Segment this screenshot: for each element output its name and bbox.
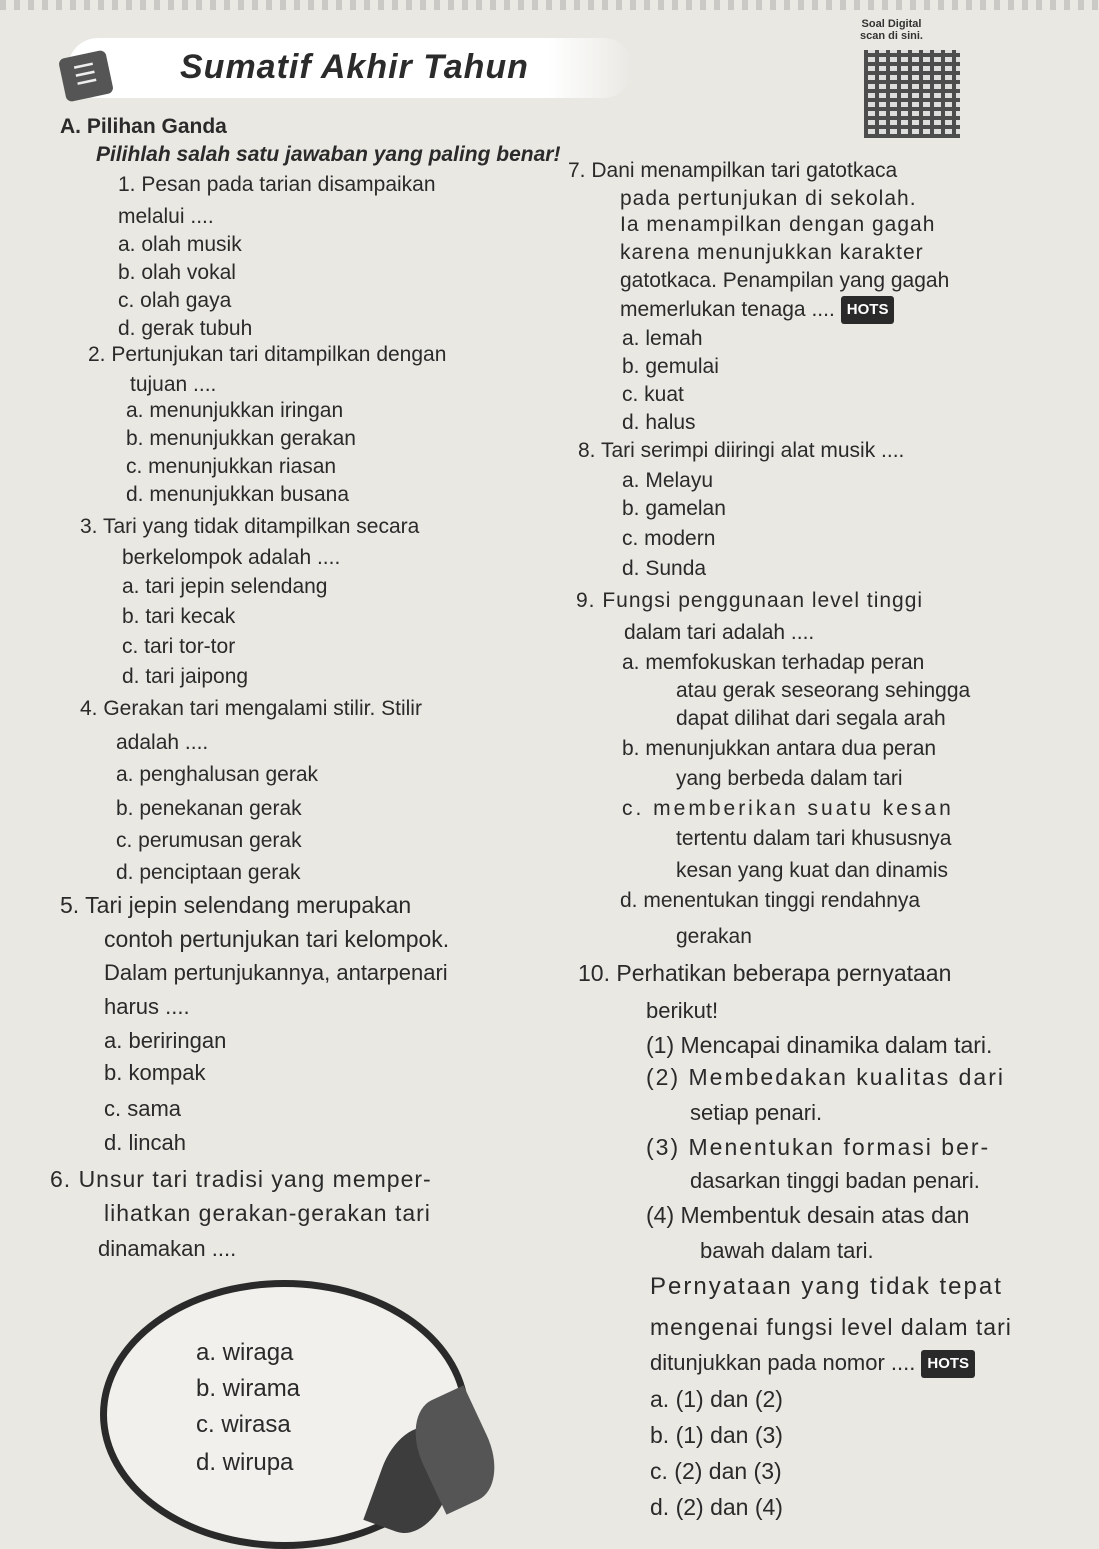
right-line: (4) Membentuk desain atas dan: [646, 1202, 970, 1228]
section-heading: A. Pilihan Ganda: [60, 115, 227, 138]
right-line: ditunjukkan pada nomor .... HOTS: [650, 1350, 975, 1378]
left-line: a. tari jepin selendang: [122, 575, 328, 598]
right-line: Pernyataan yang tidak tepat: [650, 1273, 1003, 1300]
left-line: a. olah musik: [118, 233, 242, 256]
left-line: c. tari tor-tor: [122, 635, 236, 658]
left-line: a. menunjukkan iringan: [126, 399, 344, 422]
right-line: karena menunjukkan karakter: [620, 241, 924, 264]
q6-option: d. wirupa: [196, 1449, 294, 1476]
left-line: 2. Pertunjukan tari ditampilkan dengan: [88, 343, 447, 366]
hots-badge: HOTS: [921, 1350, 975, 1378]
right-line: setiap penari.: [690, 1100, 823, 1125]
right-line: c. kuat: [622, 383, 684, 406]
q6-option: b. wirama: [196, 1375, 301, 1402]
left-line: tujuan ....: [130, 373, 217, 396]
right-line: a. (1) dan (2): [650, 1386, 783, 1412]
right-line: (1) Mencapai dinamika dalam tari.: [646, 1032, 993, 1058]
right-line: pada pertunjukan di sekolah.: [620, 187, 917, 210]
left-line: c. sama: [104, 1096, 182, 1121]
right-line: berikut!: [646, 998, 719, 1023]
left-line: 1. Pesan pada tarian disampaikan: [118, 173, 436, 196]
left-line: d. gerak tubuh: [118, 317, 253, 340]
left-line: 5. Tari jepin selendang merupakan: [60, 892, 412, 918]
right-line: bawah dalam tari.: [700, 1238, 874, 1263]
left-line: d. penciptaan gerak: [116, 861, 301, 884]
right-line: tertentu dalam tari khususnya: [676, 827, 952, 850]
right-line: c. modern: [622, 527, 716, 550]
left-line: c. menunjukkan riasan: [126, 455, 337, 478]
right-line: c. memberikan suatu kesan: [622, 797, 954, 820]
left-line: b. menunjukkan gerakan: [126, 427, 356, 450]
right-line: 7. Dani menampilkan tari gatotkaca: [568, 159, 898, 182]
left-line: d. tari jaipong: [122, 665, 249, 688]
left-line: 3. Tari yang tidak ditampilkan secara: [80, 515, 420, 538]
left-line: b. kompak: [104, 1060, 206, 1085]
page-title: Sumatif Akhir Tahun: [180, 48, 529, 86]
left-line: 6. Unsur tari tradisi yang memper-: [50, 1166, 432, 1192]
right-line: 9. Fungsi penggunaan level tinggi: [576, 589, 924, 612]
right-line: b. gamelan: [622, 497, 726, 520]
right-line: b. (1) dan (3): [650, 1422, 783, 1448]
right-line: 10. Perhatikan beberapa pernyataan: [578, 960, 952, 986]
right-line: gatotkaca. Penampilan yang gagah: [620, 269, 950, 292]
q6-option: c. wirasa: [196, 1411, 291, 1438]
right-line: dalam tari adalah ....: [624, 621, 815, 644]
right-line: a. Melayu: [622, 469, 714, 492]
left-line: d. lincah: [104, 1130, 186, 1155]
right-line: gerakan: [676, 925, 752, 948]
left-line: 4. Gerakan tari mengalami stilir. Stilir: [80, 697, 422, 720]
left-line: dinamakan ....: [98, 1236, 237, 1261]
left-line: melalui ....: [118, 205, 214, 228]
right-line: a. lemah: [622, 327, 703, 350]
right-line: d. halus: [622, 411, 696, 434]
left-line: b. tari kecak: [122, 605, 236, 628]
top-border-dots: [0, 0, 1099, 10]
left-line: c. olah gaya: [118, 289, 232, 312]
right-line: atau gerak seseorang sehingga: [676, 679, 971, 702]
qr-code-icon[interactable]: [864, 50, 960, 138]
left-line: b. olah vokal: [118, 261, 236, 284]
left-line: Dalam pertunjukannya, antarpenari: [104, 960, 448, 985]
right-line: d. menentukan tinggi rendahnya: [620, 889, 921, 912]
left-line: lihatkan gerakan-gerakan tari: [104, 1200, 431, 1226]
qr-label: Soal Digital scan di sini.: [860, 18, 923, 42]
left-line: a. beriringan: [104, 1028, 227, 1053]
right-line: b. menunjukkan antara dua peran: [622, 737, 937, 760]
right-line: b. gemulai: [622, 355, 719, 378]
left-line: c. perumusan gerak: [116, 829, 302, 852]
right-line: memerlukan tenaga .... HOTS: [620, 296, 894, 324]
right-line: Ia menampilkan dengan gagah: [620, 213, 936, 236]
right-line: a. memfokuskan terhadap peran: [622, 651, 925, 674]
right-line: kesan yang kuat dan dinamis: [676, 859, 949, 882]
hots-badge: HOTS: [841, 296, 895, 324]
right-line: d. Sunda: [622, 557, 707, 580]
left-line: b. penekanan gerak: [116, 797, 302, 820]
book-icon: ☰: [58, 49, 114, 102]
right-line: dasarkan tinggi badan penari.: [690, 1168, 980, 1193]
q6-option: a. wiraga: [196, 1339, 294, 1366]
left-line: contoh pertunjukan tari kelompok.: [104, 926, 450, 952]
right-line: dapat dilihat dari segala arah: [676, 707, 946, 730]
right-line: (3) Menentukan formasi ber-: [646, 1134, 991, 1160]
right-line: yang berbeda dalam tari: [676, 767, 903, 790]
instruction: Pilihlah salah satu jawaban yang paling benar!: [96, 143, 561, 166]
left-line: d. menunjukkan busana: [126, 483, 349, 506]
right-line: d. (2) dan (4): [650, 1494, 783, 1520]
left-line: harus ....: [104, 994, 190, 1019]
left-line: adalah ....: [116, 731, 209, 754]
right-line: (2) Membedakan kualitas dari: [646, 1064, 1005, 1090]
left-line: berkelompok adalah ....: [122, 546, 341, 569]
right-line: c. (2) dan (3): [650, 1458, 782, 1484]
right-line: mengenai fungsi level dalam tari: [650, 1314, 1012, 1340]
left-line: a. penghalusan gerak: [116, 763, 318, 786]
right-line: 8. Tari serimpi diiringi alat musik ....: [578, 439, 905, 462]
